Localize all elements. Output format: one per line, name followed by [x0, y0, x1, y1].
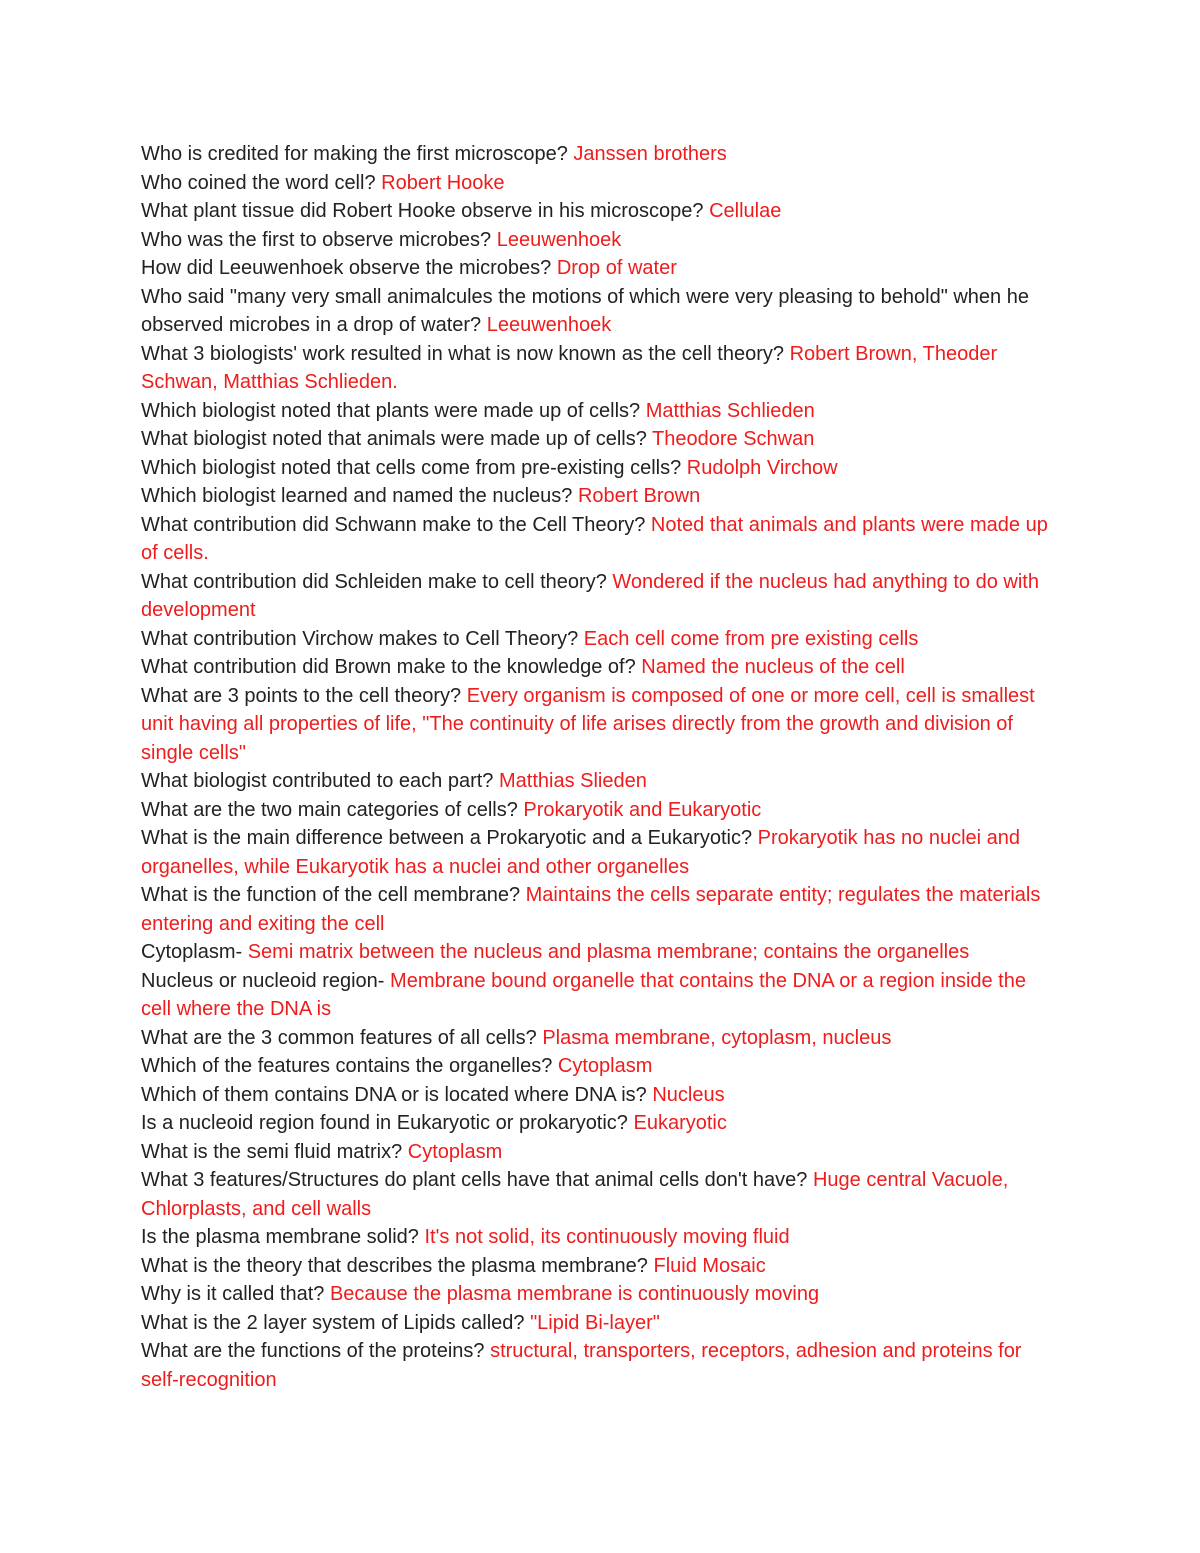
- qa-entry: [141, 881, 1061, 938]
- question-text: Who was the first to observe microbes?: [141, 228, 497, 251]
- question-text: Which biologist noted that plants were made up of cells?: [141, 399, 646, 422]
- answer-text: Leeuwenhoek: [496, 228, 622, 251]
- question-text: Which of the features contains the organelles?: [141, 1055, 558, 1077]
- qa-entry: [141, 140, 1061, 169]
- answer-text: Plasma membrane, cytoplasm, nucleus: [542, 1026, 892, 1049]
- qa-entry: [141, 1166, 1061, 1223]
- question-text: What contribution did Schwann make to the Cell Theory?: [141, 513, 651, 536]
- qa-entry: [141, 1337, 1061, 1394]
- question-text: How did Leeuwenhoek observe the microbes?: [141, 257, 557, 279]
- qa-entry: [141, 625, 1061, 654]
- answer-text: Nucleus: [652, 1083, 725, 1106]
- answer-text: Theodore Schwan: [652, 428, 815, 450]
- qa-entry: [141, 1138, 1061, 1167]
- qa-entry: [141, 254, 1061, 283]
- answer-text: Semi matrix between the nucleus and plasma membrane; contains the organelles: [247, 941, 970, 963]
- qa-entry: [141, 226, 1061, 255]
- answer-text: Cellulae: [709, 200, 782, 222]
- answer-text: Robert Brown: [577, 485, 701, 507]
- question-text: What is the semi fluid matrix?: [141, 1140, 408, 1163]
- question-text: What contribution did Schleiden make to cell theory?: [141, 570, 613, 593]
- answer-text: Cytoplasm: [407, 1140, 503, 1163]
- question-text: Cytoplasm-: [141, 941, 248, 963]
- question-text: Is the plasma membrane solid?: [141, 1226, 425, 1248]
- question-text: What biologist noted that animals were made up of cells?: [141, 428, 653, 450]
- qa-entry: [141, 938, 1061, 967]
- answer-text: Every organism is composed of one or more cell, cell is smallest unit having all properties of life, "The continuity of life arises directly from the growth and division of single cells": [141, 684, 1035, 764]
- question-text: Who said "many very small animalcules the motions of which were very pleasing to behold" when he observed microbes in a drop of water?: [141, 285, 1029, 336]
- qa-entry: [141, 482, 1061, 511]
- qa-entry: [141, 397, 1061, 426]
- question-text: Why is it called that?: [141, 1283, 330, 1305]
- answer-text: It's not solid, its continuously moving fluid: [424, 1226, 790, 1248]
- answer-text: Matthias Schlieden: [645, 399, 815, 422]
- question-text: What contribution Virchow makes to Cell Theory?: [141, 627, 584, 650]
- qa-entry: [141, 1052, 1061, 1081]
- qa-entry: [141, 340, 1061, 397]
- qa-entry: [141, 283, 1061, 340]
- answer-text: Because the plasma membrane is continuously moving: [329, 1283, 820, 1305]
- question-text: Who is credited for making the first microscope?: [141, 143, 574, 165]
- qa-entry: [141, 1309, 1061, 1338]
- question-text: What biologist contributed to each part?: [141, 770, 499, 792]
- answer-text: Prokaryotik and Eukaryotic: [523, 798, 762, 821]
- answer-text: Eukaryotic: [633, 1112, 727, 1134]
- question-text: What are 3 points to the cell theory?: [141, 684, 467, 707]
- qa-entry: [141, 1024, 1061, 1053]
- answer-text: Membrane bound organelle that contains the DNA or a region inside the cell where the DNA is: [141, 969, 1026, 1020]
- answer-text: Robert Brown, Theoder Schwan, Matthias Schlieden.: [141, 342, 998, 393]
- question-text: What contribution did Brown make to the knowledge of?: [141, 656, 642, 678]
- question-text: What plant tissue did Robert Hooke observe in his microscope?: [141, 200, 710, 222]
- question-text: What are the functions of the proteins?: [141, 1340, 491, 1362]
- answer-text: Huge central Vacuole, Chlorplasts, and cell walls: [141, 1169, 1009, 1220]
- qa-entry: [141, 454, 1061, 483]
- qa-entry: [141, 1223, 1061, 1252]
- answer-text: Prokaryotik has no nuclei and organelles, while Eukaryotik has a nuclei and other organelles: [141, 827, 1020, 878]
- answer-text: Wondered if the nucleus had anything to do with development: [141, 570, 1039, 621]
- answer-text: Cytoplasm: [557, 1055, 653, 1077]
- qa-entry: [141, 1252, 1061, 1281]
- question-text: What is the function of the cell membrane?: [141, 884, 526, 906]
- qa-entry: [141, 197, 1061, 226]
- answer-text: Matthias Slieden: [499, 770, 647, 792]
- qa-entry: [141, 1280, 1061, 1309]
- question-text: What is the theory that describes the plasma membrane?: [141, 1254, 654, 1277]
- answer-text: Each cell come from pre existing cells: [583, 627, 919, 650]
- answer-text: Named the nucleus of the cell: [641, 656, 905, 678]
- qa-entry: [141, 767, 1061, 796]
- qa-entry: [141, 967, 1061, 1024]
- answer-text: Janssen brothers: [573, 143, 727, 165]
- answer-text: "Lipid Bi-layer": [530, 1311, 660, 1334]
- answer-text: structural, transporters, receptors, adhesion and proteins for self-recognition: [141, 1340, 1022, 1391]
- question-text: What is the 2 layer system of Lipids called?: [141, 1311, 531, 1334]
- qa-entry: [141, 1109, 1061, 1138]
- question-text: Who coined the word cell?: [141, 171, 382, 194]
- question-text: Which biologist learned and named the nucleus?: [141, 485, 578, 507]
- question-text: Is a nucleoid region found in Eukaryotic or prokaryotic?: [141, 1112, 634, 1134]
- question-text: What is the main difference between a Prokaryotic and a Eukaryotic?: [141, 827, 758, 849]
- question-text: What are the two main categories of cells?: [141, 798, 524, 821]
- question-text: Nucleus or nucleoid region-: [141, 969, 391, 992]
- qa-entry: [141, 653, 1061, 682]
- answer-text: Noted that animals and plants were made up of cells.: [141, 513, 1048, 564]
- qa-entry: [141, 169, 1061, 198]
- qa-list: [141, 140, 1061, 1394]
- qa-entry: [141, 1081, 1061, 1110]
- answer-text: Robert Hooke: [381, 171, 505, 194]
- question-text: What 3 biologists' work resulted in what is now known as the cell theory?: [141, 342, 790, 365]
- answer-text: Rudolph Virchow: [686, 456, 838, 479]
- answer-text: Fluid Mosaic: [653, 1254, 766, 1277]
- question-text: What are the 3 common features of all cells?: [141, 1026, 543, 1049]
- question-text: Which biologist noted that cells come from pre-existing cells?: [141, 456, 687, 479]
- qa-entry: [141, 796, 1061, 825]
- qa-entry: [141, 682, 1061, 768]
- answer-text: Leeuwenhoek: [486, 314, 612, 336]
- answer-text: Drop of water: [556, 257, 677, 279]
- qa-entry: [141, 425, 1061, 454]
- question-text: Which of them contains DNA or is located where DNA is?: [141, 1083, 653, 1106]
- qa-entry: [141, 568, 1061, 625]
- answer-text: Maintains the cells separate entity; regulates the materials entering and exiting the cell: [141, 884, 1041, 935]
- qa-entry: [141, 511, 1061, 568]
- question-text: What 3 features/Structures do plant cells have that animal cells don't have?: [141, 1169, 813, 1191]
- qa-entry: [141, 824, 1061, 881]
